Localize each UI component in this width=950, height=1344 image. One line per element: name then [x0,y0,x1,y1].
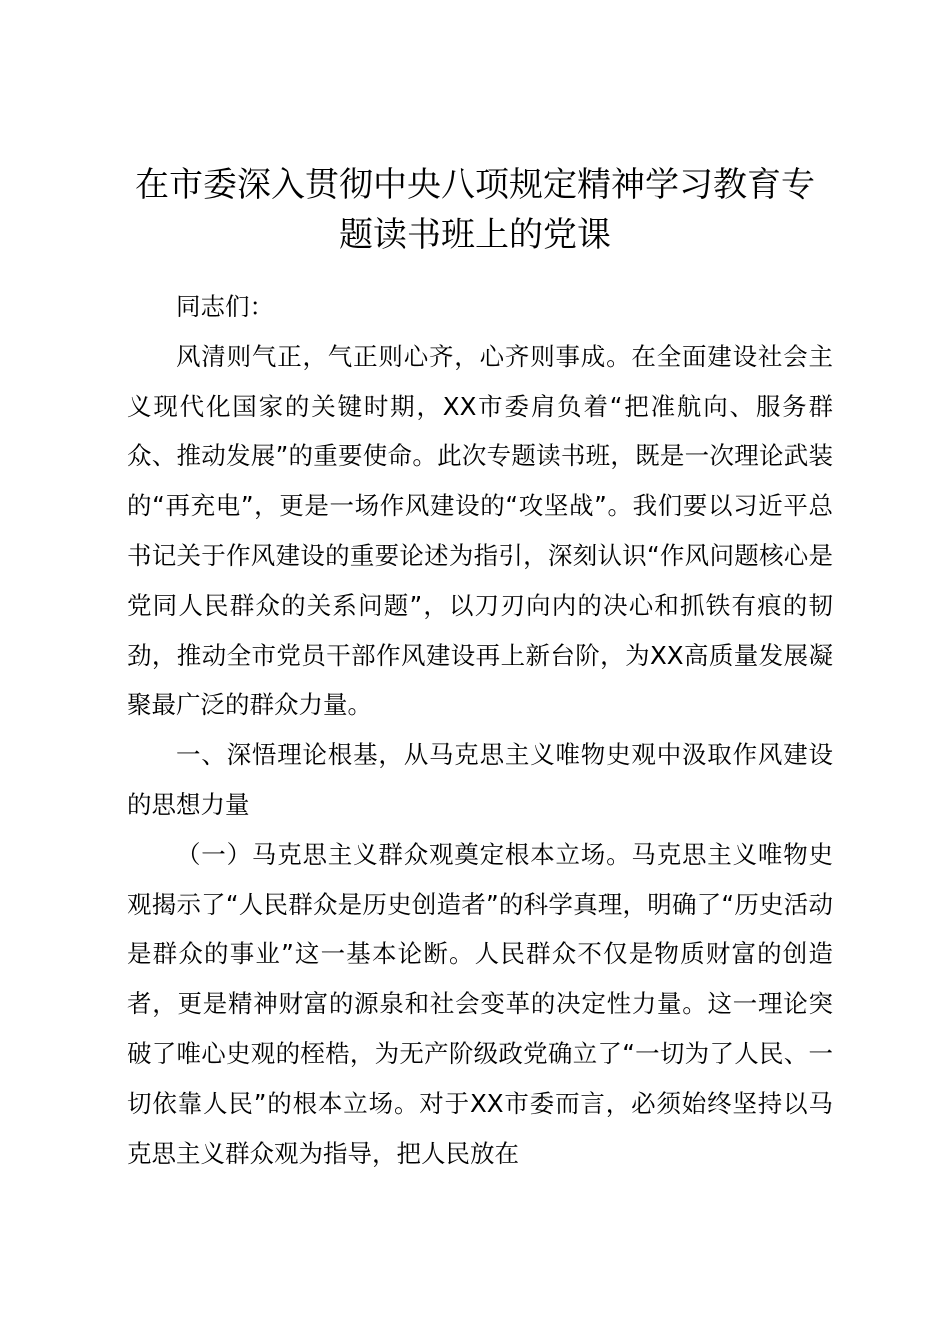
document-title: 在市委深入贯彻中央八项规定精神学习教育专题读书班上的党课 [135,165,815,255]
subsection-paragraph-1: （一）马克思主义群众观奠定根本立场。马克思主义唯物史观揭示了“人民群众是历史创造者”的科学真理，明确了“历史活动是群众的事业”这一基本论断。人民群众不仅是物质财富的创造者，更是精神财富的源泉和社会变革的决定性力量。这一理论突破了唯心史观的桎梏，为无产阶级政党确立了“一切为了人民、一切依靠人民”的根本立场。对于XX市委而言，必须始终坚持以马克思主义群众观为指导，把人民放在 [127,839,833,1168]
document-body [127,282,833,1178]
intro-paragraph: 风清则气正，气正则心齐，心齐则事成。在全面建设社会主义现代化国家的关键时期，XX市委肩负着“把准航向、服务群众、推动发展”的重要使命。此次专题读书班，既是一次理论武装的“再充电”，更是一场作风建设的“攻坚战”。我们要以习近平总书记关于作风建设的重要论述为指引，深刻认识“作风问题核心是党同人民群众的关系问题”，以刀刃向内的决心和抓铁有痕的韧劲，推动全市党员干部作风建设再上新台阶，为XX高质量发展凝聚最广泛的群众力量。 [127,341,833,720]
salutation-paragraph: 同志们： [176,292,274,321]
section-heading-1: 一、深悟理论根基，从马克思主义唯物史观中汲取作风建设的思想力量 [127,740,833,819]
